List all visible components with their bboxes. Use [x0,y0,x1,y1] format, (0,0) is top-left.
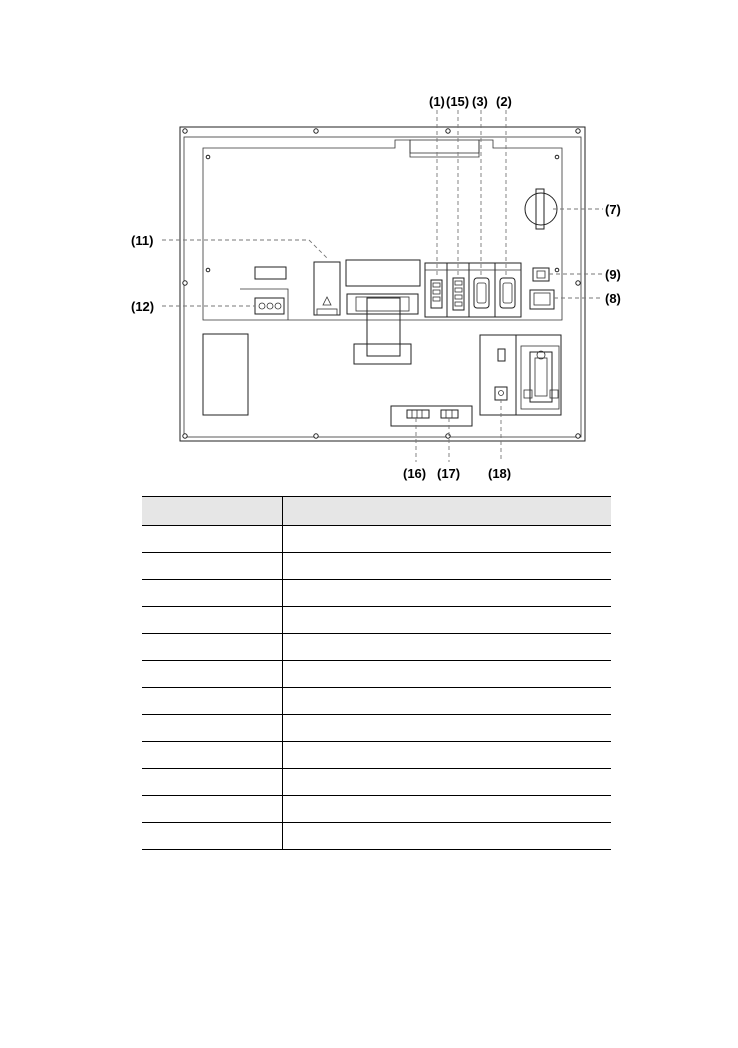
dip-switch-panel [391,406,472,426]
callout-11: (11) [131,233,154,248]
callout-7: (7) [605,202,621,217]
dsub-port-3 [474,278,489,308]
callout-17: (17) [437,466,461,481]
upper-tray [203,140,562,320]
display-window [346,260,420,286]
table-cell [283,526,612,553]
callout-8: (8) [605,291,621,306]
callout-18: (18) [488,466,512,481]
table-cell [142,580,283,607]
table-header-cell [142,497,283,526]
label-plate [255,267,286,279]
table-row [142,553,611,580]
table-cell [283,580,612,607]
callout-16: (16) [403,466,427,481]
callout-1: (1) [429,94,445,109]
table-cell [142,634,283,661]
terminal-block-15 [453,278,464,310]
warning-module-11 [314,262,340,315]
table-cell [283,769,612,796]
port-9 [533,268,549,281]
table-cell [142,553,283,580]
table-cell [283,688,612,715]
table-cell [283,634,612,661]
top-notch [410,140,479,153]
table-row [142,634,611,661]
table-header-cell [283,497,612,526]
table-cell [142,526,283,553]
table-header-row [142,497,611,526]
table-cell [142,823,283,850]
table-row [142,796,611,823]
table-cell [283,607,612,634]
table-cell [142,796,283,823]
table-cell [142,661,283,688]
callout-3: (3) [472,94,488,109]
callout-15: (15) [446,94,470,109]
table-cell [283,823,612,850]
dsub-port-2 [500,278,515,308]
lower-left-label [203,334,248,415]
table-cell [283,742,612,769]
table-row [142,823,611,850]
table-cell [142,688,283,715]
table-cell [142,769,283,796]
table-cell [283,715,612,742]
callout-2: (2) [496,94,512,109]
power-connector-12 [240,289,288,320]
table-cell [283,661,612,688]
table-row [142,607,611,634]
table-row [142,715,611,742]
table-row [142,742,611,769]
ribbon-cable [347,294,418,364]
terminal-block-1 [431,280,442,308]
sd-card-slot [525,189,557,229]
callout-9: (9) [605,267,621,282]
ethernet-port-8 [530,290,554,309]
table-row [142,661,611,688]
table-row [142,580,611,607]
lower-right-module [480,335,561,415]
table-row [142,769,611,796]
spec-table [142,496,611,850]
callout-12: (12) [131,299,155,314]
table-cell [142,607,283,634]
table-row [142,688,611,715]
table-cell [283,796,612,823]
table-cell [142,742,283,769]
table-cell [142,715,283,742]
table-row [142,526,611,553]
table-cell [283,553,612,580]
